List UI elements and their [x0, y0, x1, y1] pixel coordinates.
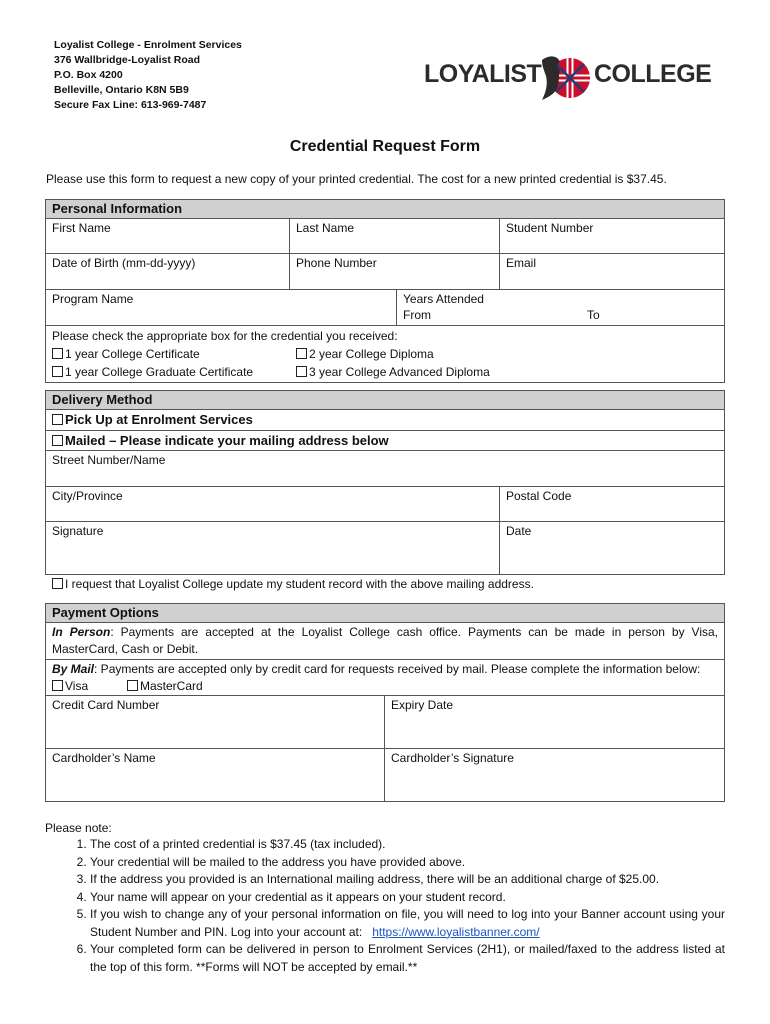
visa-option[interactable]: [52, 679, 88, 693]
section-heading: Payment Options: [46, 604, 724, 623]
pickup-option[interactable]: [46, 410, 724, 430]
mailed-option[interactable]: [46, 431, 724, 450]
option-2yr-diploma[interactable]: [296, 345, 434, 363]
field-label: Date of Birth (mm-dd-yyyy): [52, 256, 196, 270]
phone-field[interactable]: [290, 254, 500, 289]
in-person-label: In Person: [52, 625, 111, 639]
college-address: [54, 38, 242, 113]
student-number-field[interactable]: [500, 219, 724, 253]
notes-heading: Please note:: [45, 821, 112, 835]
field-label: Last Name: [296, 221, 355, 235]
in-person-description: : Payments are accepted at the Loyalist College cash office. Payments can be made in person by Visa, MasterCard, Cash or Debit.: [52, 625, 718, 656]
postal-code-field[interactable]: [500, 487, 724, 521]
intro-text: Please use this form to request a new copy of your printed credential. The cost for a new printed credential is $37.45.: [46, 172, 667, 186]
field-label: Cardholder’s Signature: [391, 751, 514, 765]
option-label: MasterCard: [140, 679, 203, 693]
checkbox-icon[interactable]: [127, 680, 138, 691]
by-mail-description: : Payments are accepted only by credit card for requests received by mail. Please complete the information below:: [94, 662, 701, 676]
first-name-field[interactable]: [46, 219, 290, 253]
notes-list: [45, 836, 725, 976]
by-mail-label: By Mail: [52, 662, 95, 676]
checkbox-icon[interactable]: [296, 366, 307, 377]
option-label: 3 year College Advanced Diploma: [309, 365, 490, 379]
page-title: Credential Request Form: [289, 138, 481, 155]
checkbox-icon[interactable]: [52, 414, 63, 425]
checkbox-icon[interactable]: [296, 348, 307, 359]
address-line: P.O. Box 4200: [54, 69, 123, 81]
address-line: Belleville, Ontario K8N 5B9: [54, 84, 189, 96]
logo-word-college: COLLEGE: [594, 60, 712, 88]
loyalist-college-logo: [424, 48, 712, 108]
section-heading: Delivery Method: [46, 391, 724, 410]
field-label: Signature: [52, 524, 104, 538]
address-line: 376 Wallbridge-Loyalist Road: [54, 54, 201, 66]
note-item: 2. Your credential will be mailed to the address you have provided above.: [90, 854, 725, 872]
street-field[interactable]: [46, 451, 724, 486]
field-label: Cardholder’s Name: [52, 751, 156, 765]
note-item: 1. The cost of a printed credential is $37.45 (tax included).: [90, 836, 725, 854]
option-label: Visa: [65, 679, 89, 693]
checkbox-icon[interactable]: [52, 680, 63, 691]
note-item: 3. If the address you provided is an International mailing address, there will be an additional charge of $25.00.: [90, 871, 725, 889]
note-text: If you wish to change any of your personal information on file, you will need to log into your Banner account using your Student Number and PIN. Log into your account at:: [90, 907, 725, 939]
program-name-field[interactable]: [46, 290, 397, 325]
checkbox-icon[interactable]: [52, 348, 63, 359]
banner-link[interactable]: https://www.loyalistbanner.com/: [372, 924, 540, 939]
city-province-field[interactable]: [46, 487, 500, 521]
address-line: Loyalist College - Enrolment Services: [54, 39, 242, 51]
to-label: To: [587, 308, 600, 322]
dob-field[interactable]: [46, 254, 290, 289]
field-label: Date: [506, 524, 532, 538]
note-item: 6. Your completed form can be delivered in person to Enrolment Services (2H1), or mailed/faxed to the address listed at the top of this form. **Forms will NOT be accepted by email.**: [90, 941, 725, 976]
field-label: Years Attended: [403, 292, 484, 306]
note-item: 4. Your name will appear on your credential as it appears on your student record.: [90, 889, 725, 907]
update-record-option[interactable]: [52, 577, 534, 591]
personal-information-section: [45, 199, 725, 383]
field-label: Street Number/Name: [52, 453, 166, 467]
option-3yr-advanced-diploma[interactable]: [296, 363, 490, 381]
years-attended-field[interactable]: [397, 290, 724, 325]
field-label: Credit Card Number: [52, 698, 160, 712]
card-number-field[interactable]: [46, 696, 385, 748]
delivery-method-section: [45, 390, 725, 575]
section-heading: Personal Information: [46, 200, 724, 219]
logo-emblem-icon: [536, 50, 592, 106]
option-1yr-graduate-certificate[interactable]: [52, 365, 253, 379]
option-label: 2 year College Diploma: [309, 347, 434, 361]
fax-line: Secure Fax Line: 613-969-7487: [54, 99, 207, 111]
option-label: Mailed – Please indicate your mailing address below: [65, 433, 389, 448]
checkbox-icon[interactable]: [52, 435, 63, 446]
field-label: First Name: [52, 221, 111, 235]
cardholder-name-field[interactable]: [46, 749, 385, 801]
option-label: I request that Loyalist College update my student record with the above mailing address.: [65, 577, 534, 591]
field-label: City/Province: [52, 489, 123, 503]
logo-word-loyalist: LOYALIST: [424, 60, 542, 88]
payment-options-section: [45, 603, 725, 802]
notes-section: [45, 820, 725, 976]
option-1yr-certificate[interactable]: [52, 347, 200, 361]
by-mail-text: [52, 661, 718, 678]
note-item: [90, 906, 725, 941]
expiry-date-field[interactable]: [385, 696, 724, 748]
credential-prompt: Please check the appropriate box for the credential you received:: [52, 329, 398, 343]
cardholder-signature-field[interactable]: [385, 749, 724, 801]
from-label: From: [403, 308, 431, 322]
option-label: 1 year College Graduate Certificate: [65, 365, 254, 379]
date-field[interactable]: [500, 522, 724, 574]
option-label: 1 year College Certificate: [65, 347, 200, 361]
field-label: Expiry Date: [391, 698, 454, 712]
checkbox-icon[interactable]: [52, 366, 63, 377]
in-person-text: [52, 624, 718, 658]
field-label: Student Number: [506, 221, 594, 235]
field-label: Phone Number: [296, 256, 377, 270]
field-label: Postal Code: [506, 489, 572, 503]
email-field[interactable]: [500, 254, 724, 289]
checkbox-icon[interactable]: [52, 578, 63, 589]
field-label: Email: [506, 256, 537, 270]
field-label: Program Name: [52, 292, 134, 306]
option-label: Pick Up at Enrolment Services: [65, 412, 253, 427]
mastercard-option[interactable]: [127, 678, 203, 695]
last-name-field[interactable]: [290, 219, 500, 253]
signature-field[interactable]: [46, 522, 500, 574]
